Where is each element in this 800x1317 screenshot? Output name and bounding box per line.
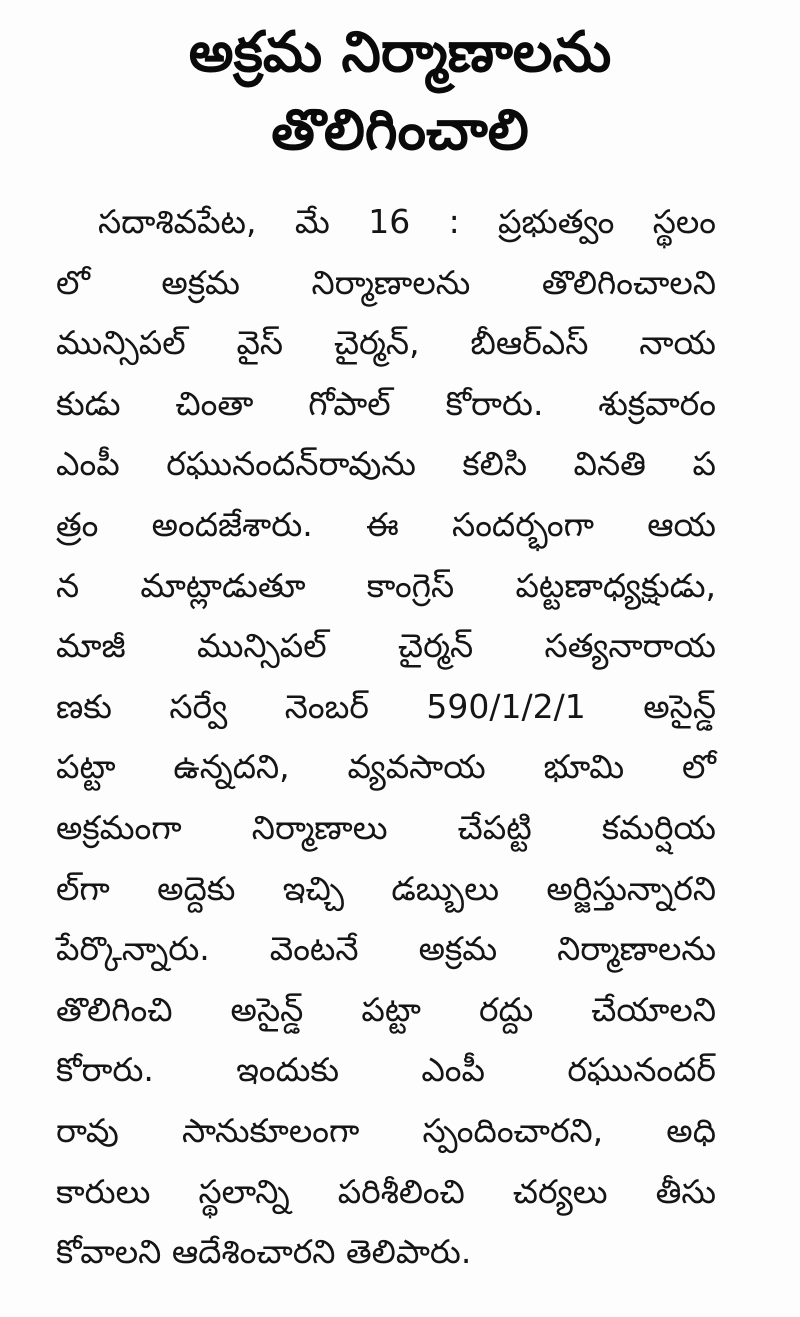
body-line: కుడు చింతా గోపాల్ కోరారు. శుక్రవారం (56, 383, 716, 423)
body-line: పేర్కొన్నారు. వెంటనే అక్రమ నిర్మాణాలను (56, 929, 716, 969)
headline-line-1: అక్రమ నిర్మాణాలను (188, 20, 612, 85)
body-line: న మాట్లాడుతూ కాంగ్రెస్ పట్టణాధ్యక్షుడు, (56, 565, 716, 605)
body-line: తొలిగించి అసైన్డ్ పట్టా రద్దు చేయాలని (56, 989, 716, 1029)
body-line: మున్సిపల్ వైస్ చైర్మన్, బీఆర్ఎస్ నాయ (56, 323, 716, 363)
body-line: కారులు స్థలాన్ని పరిశీలించి చర్యలు తీసు (56, 1171, 716, 1211)
body-line: ల్‌గా అద్దెకు ఇచ్చి డబ్బులు అర్జిస్తున్నారని (56, 868, 716, 908)
body-line: రావు సానుకూలంగా స్పందించారని, అధి (56, 1110, 716, 1150)
body-line: మాజీ మున్సిపల్ చైర్మన్ సత్యనారాయ (56, 626, 716, 666)
body-line: కోరారు. ఇందుకు ఎంపీ రఘునందర్ (56, 1050, 716, 1090)
body-line: లో అక్రమ నిర్మాణాలను తొలిగించాలని (56, 262, 716, 302)
article-headline (0, 14, 800, 170)
headline-line-2: తొలిగించాలి (271, 98, 529, 163)
body-line: కోవాలని ఆదేశించారని తెలిపారు. (56, 1232, 472, 1272)
body-line: అక్రమంగా నిర్మాణాలు చేపట్టి కమర్షియ (56, 807, 716, 847)
article-body (56, 192, 716, 1283)
body-line: ణకు సర్వే నెంబర్ 590/1/2/1 అసైన్డ్ (56, 686, 716, 726)
body-line: సదాశివపేట, మే 16 : ప్రభుత్వం స్థలం (98, 202, 716, 241)
body-line: ఎంపీ రఘునందన్‌రావును కలిసి వినతి ప (56, 444, 716, 484)
body-line: త్రం అందజేశారు. ఈ సందర్భంగా ఆయ (56, 504, 716, 544)
body-line: పట్టా ఉన్నదని, వ్యవసాయ భూమి లో (56, 747, 716, 787)
